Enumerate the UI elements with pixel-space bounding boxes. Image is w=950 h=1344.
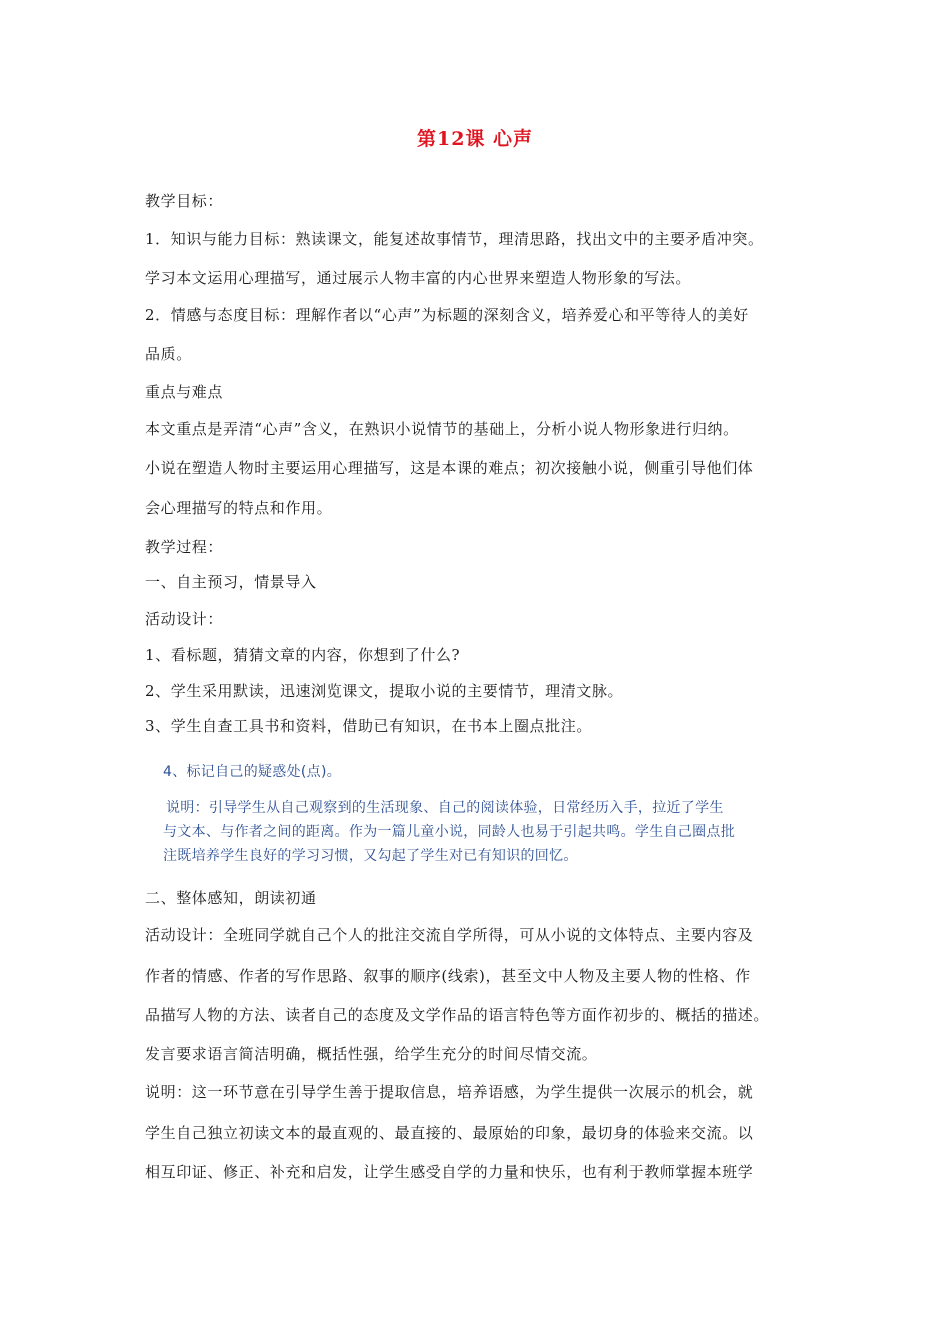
paragraph-line: 说明：这一环节意在引导学生善于提取信息，培养语感，为学生提供一次展示的机会，就 [145, 1083, 754, 1101]
note-line: 说明：引导学生从自己观察到的生活现象、自己的阅读体验，日常经历入手，拉近了学生 [166, 800, 724, 816]
lesson-title: 第12课 心声 [416, 128, 534, 150]
paragraph-line: 活动设计：全班同学就自己个人的批注交流自学所得，可从小说的文体特点、主要内容及 [145, 926, 754, 944]
note-line: 与文本、与作者之间的距离。作为一篇儿童小说，同龄人也易于引起共鸣。学生自己圈点批 [163, 824, 735, 840]
paragraph-line: 品描写人物的方法、读者自己的态度及文学作品的语言特色等方面作初步的、概括的描述。 [145, 1006, 770, 1024]
paragraph-line: 学生自己独立初读文本的最直观的、最直接的、最原始的印象，最切身的体验来交流。以 [145, 1124, 754, 1142]
paragraph-line: 作者的情感、作者的写作思路、叙事的顺序(线索)，甚至文中人物及主要人物的性格、作 [145, 967, 751, 985]
section-heading: 一、自主预习，情景导入 [145, 573, 317, 591]
list-item: 2、学生采用默读，迅速浏览课文，提取小说的主要情节，理清文脉。 [145, 682, 624, 700]
paragraph-line: 会心理描写的特点和作用。 [145, 499, 333, 517]
list-item: 3、学生自查工具书和资料，借助已有知识，在书本上圈点批注。 [145, 717, 592, 735]
section-heading: 二、整体感知，朗读初通 [145, 889, 317, 907]
paragraph-line: 相互印证、修正、补充和启发，让学生感受自学的力量和快乐，也有利于教师掌握本班学 [145, 1163, 754, 1181]
paragraph-line: 教学目标： [145, 192, 224, 210]
paragraph-line: 品质。 [145, 345, 192, 363]
paragraph-line: 活动设计： [145, 610, 224, 628]
paragraph-line: 学习本文运用心理描写，通过展示人物丰富的内心世界来塑造人物形象的写法。 [145, 269, 692, 287]
paragraph-line: 1．知识与能力目标：熟读课文，能复述故事情节，理清思路，找出文中的主要矛盾冲突。 [145, 230, 764, 248]
section-heading: 教学过程： [145, 538, 224, 556]
section-heading: 重点与难点 [145, 383, 224, 401]
list-item: 1、看标题，猜猜文章的内容，你想到了什么? [145, 646, 461, 664]
note-item: 4、标记自己的疑惑处(点)。 [163, 764, 342, 780]
paragraph-line: 本文重点是弄清“心声”含义，在熟识小说情节的基础上，分析小说人物形象进行归纳。 [145, 420, 739, 438]
paragraph-line: 2．情感与态度目标：理解作者以“心声”为标题的深刻含义，培养爱心和平等待人的美好 [145, 306, 749, 324]
paragraph-line: 发言要求语言简洁明确，概括性强，给学生充分的时间尽情交流。 [145, 1045, 598, 1063]
note-line: 注既培养学生良好的学习习惯，又勾起了学生对已有知识的回忆。 [163, 848, 578, 864]
paragraph-line: 小说在塑造人物时主要运用心理描写，这是本课的难点；初次接触小说，侧重引导他们体 [145, 459, 754, 477]
